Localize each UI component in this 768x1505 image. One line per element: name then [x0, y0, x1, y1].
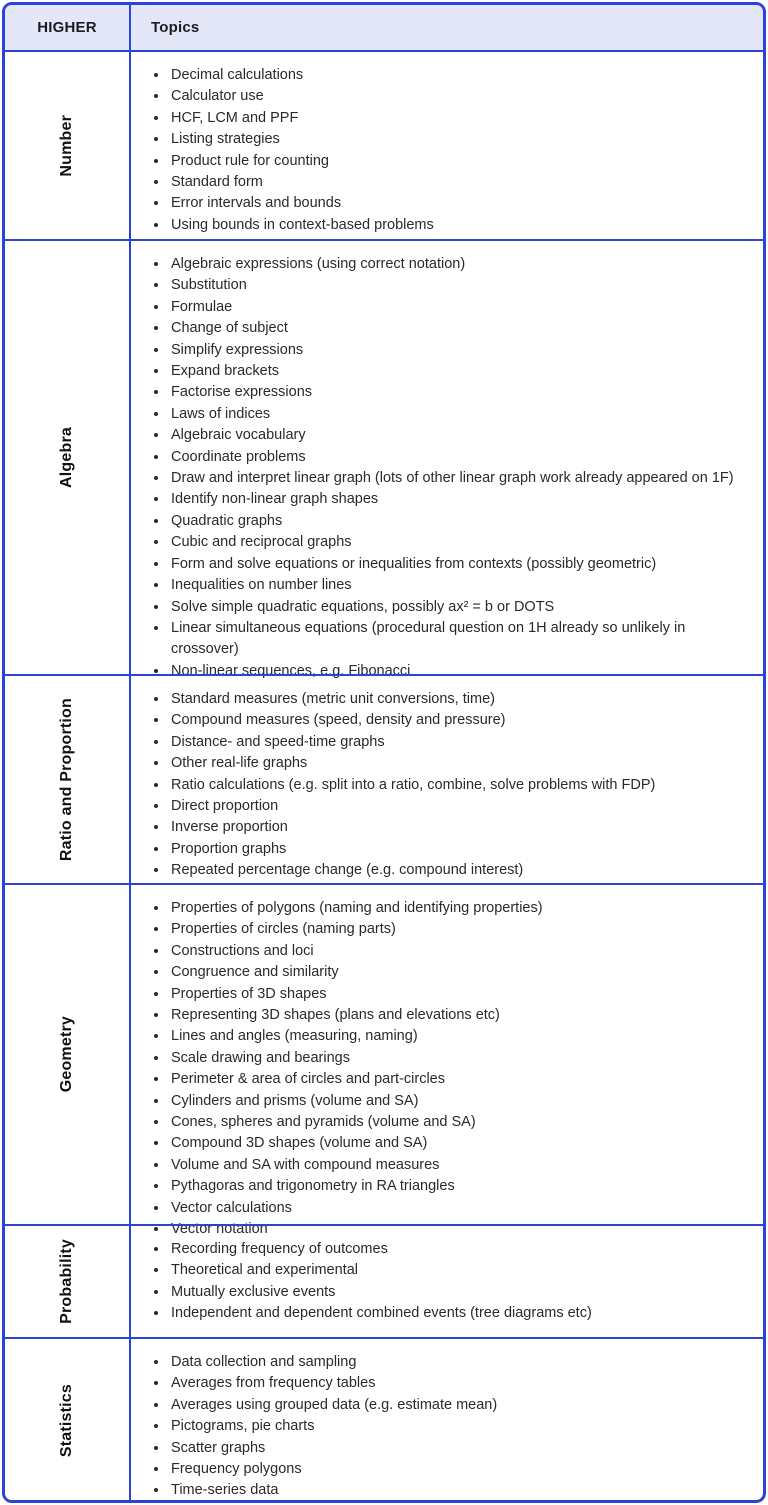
header-topics-cell: [131, 5, 763, 50]
row-label-cell-number: [5, 52, 131, 239]
topic-item: • Identify non-linear graph shapes: [169, 489, 751, 510]
topic-item: • Properties of 3D shapes: [169, 984, 751, 1005]
table-row-probability: [5, 1224, 763, 1337]
row-label-ratio-and-proportion: Ratio and Proportion: [58, 697, 75, 862]
topics-list-geometry: [145, 898, 751, 1241]
topic-item: • Using bounds in context-based problems: [169, 215, 751, 236]
topic-item: • Error intervals and bounds: [169, 193, 751, 214]
topic-item: • Data collection and sampling: [169, 1352, 751, 1373]
topic-item: • Compound measures (speed, density and pressure): [169, 710, 751, 731]
topic-item: • Properties of circles (naming parts): [169, 919, 751, 940]
topic-item: • Product rule for counting: [169, 151, 751, 172]
topic-item: • Vector notation: [169, 1219, 751, 1240]
table-row-number: [5, 50, 763, 239]
row-label-cell-probability: [5, 1226, 131, 1337]
row-label-algebra: Algebra: [58, 427, 75, 488]
topic-item: • Factorise expressions: [169, 382, 751, 403]
topic-item: • Distance- and speed-time graphs: [169, 732, 751, 753]
table-row-geometry: [5, 883, 763, 1238]
topic-item: • Congruence and similarity: [169, 962, 751, 983]
header-topics-label: Topics: [151, 19, 200, 36]
topics-table: [2, 2, 766, 1503]
topics-list-algebra: [145, 254, 751, 682]
topic-item: • Compound 3D shapes (volume and SA): [169, 1133, 751, 1154]
topic-item: • Formulae: [169, 297, 751, 318]
topic-item: • Laws of indices: [169, 404, 751, 425]
topic-item: • Algebraic vocabulary: [169, 425, 751, 446]
topic-item: • Scatter graphs: [169, 1438, 751, 1459]
topic-item: • Proportion graphs: [169, 839, 751, 860]
topic-item: • Substitution: [169, 275, 751, 296]
topic-item: • Frequency polygons: [169, 1459, 751, 1480]
topic-item: • Simplify expressions: [169, 340, 751, 361]
topic-item: • Expand brackets: [169, 361, 751, 382]
row-content-probability: [131, 1226, 763, 1337]
row-content-ratio-and-proportion: [131, 676, 763, 883]
topic-item: • Pythagoras and trigonometry in RA triangles: [169, 1176, 751, 1197]
row-content-geometry: [131, 885, 763, 1238]
table-row-algebra: [5, 239, 763, 679]
topic-item: • Ratio calculations (e.g. split into a ratio, combine, solve problems with FDP): [169, 775, 751, 796]
row-label-probability: Probability: [58, 1239, 75, 1324]
topic-item: • Linear simultaneous equations (procedural question on 1H already so unlikely in crossover): [169, 618, 751, 661]
topic-item: • Non-linear sequences, e.g. Fibonacci: [169, 661, 751, 682]
row-label-number: Number: [58, 114, 75, 177]
row-label-cell-ratio-and-proportion: [5, 676, 131, 883]
header-level-cell: [5, 5, 131, 50]
topics-list-ratio-and-proportion: [145, 689, 751, 882]
topic-item: • Draw and interpret linear graph (lots of other linear graph work already appeared on 1F): [169, 468, 751, 489]
topic-item: • Cylinders and prisms (volume and SA): [169, 1091, 751, 1112]
topic-item: • Listing strategies: [169, 129, 751, 150]
topic-item: • Vector calculations: [169, 1198, 751, 1219]
topic-item: • Direct proportion: [169, 796, 751, 817]
topic-item: • Mutually exclusive events: [169, 1282, 751, 1303]
topic-item: • Recording frequency of outcomes: [169, 1239, 751, 1260]
topic-item: • Inverse proportion: [169, 817, 751, 838]
topic-item: • Representing 3D shapes (plans and elevations etc): [169, 1005, 751, 1026]
topic-item: • Pictograms, pie charts: [169, 1416, 751, 1437]
topic-item: • Other real-life graphs: [169, 753, 751, 774]
row-label-geometry: Geometry: [58, 1016, 75, 1093]
topic-item: • Scale drawing and bearings: [169, 1048, 751, 1069]
topic-item: • Standard form: [169, 172, 751, 193]
header-level-label: HIGHER: [37, 19, 97, 36]
topic-item: • Coordinate problems: [169, 447, 751, 468]
topic-item: • Algebraic expressions (using correct notation): [169, 254, 751, 275]
topic-item: • Perimeter & area of circles and part-circles: [169, 1069, 751, 1090]
topic-item: • Decimal calculations: [169, 65, 751, 86]
row-label-cell-geometry: [5, 885, 131, 1224]
row-content-number: [131, 52, 763, 239]
row-label-cell-statistics: [5, 1339, 131, 1503]
topic-item: • Form and solve equations or inequalities from contexts (possibly geometric): [169, 554, 751, 575]
topic-item: • Repeated percentage change (e.g. compound interest): [169, 860, 751, 881]
row-label-cell-algebra: [5, 241, 131, 674]
topic-item: • Cubic and reciprocal graphs: [169, 532, 751, 553]
topic-item: • Constructions and loci: [169, 941, 751, 962]
topic-item: • Solve simple quadratic equations, possibly ax² = b or DOTS: [169, 597, 751, 618]
row-label-statistics: Statistics: [58, 1384, 75, 1458]
row-content-algebra: [131, 241, 763, 679]
topic-item: • Time-series data: [169, 1480, 751, 1501]
topic-item: • Standard measures (metric unit conversions, time): [169, 689, 751, 710]
topic-item: • Change of subject: [169, 318, 751, 339]
topic-item: • Quadratic graphs: [169, 511, 751, 532]
topic-item: • Volume and SA with compound measures: [169, 1155, 751, 1176]
topic-item: • Theoretical and experimental: [169, 1260, 751, 1281]
topic-item: • Properties of polygons (naming and identifying properties): [169, 898, 751, 919]
topics-list-probability: [145, 1239, 751, 1325]
topic-item: • Lines and angles (measuring, naming): [169, 1026, 751, 1047]
topics-list-number: [145, 65, 751, 236]
topic-item: • HCF, LCM and PPF: [169, 108, 751, 129]
table-row-statistics: [5, 1337, 763, 1503]
table-header-row: [5, 5, 763, 50]
topic-item: • Averages using grouped data (e.g. estimate mean): [169, 1395, 751, 1416]
table-row-ratio-and-proportion: [5, 674, 763, 883]
topic-item: • Inequalities on number lines: [169, 575, 751, 596]
topic-item: • Independent and dependent combined events (tree diagrams etc): [169, 1303, 751, 1324]
topics-list-statistics: [145, 1352, 751, 1502]
row-content-statistics: [131, 1339, 763, 1503]
topic-item: • Cones, spheres and pyramids (volume and SA): [169, 1112, 751, 1133]
topic-item: • Averages from frequency tables: [169, 1373, 751, 1394]
topic-item: • Calculator use: [169, 86, 751, 107]
